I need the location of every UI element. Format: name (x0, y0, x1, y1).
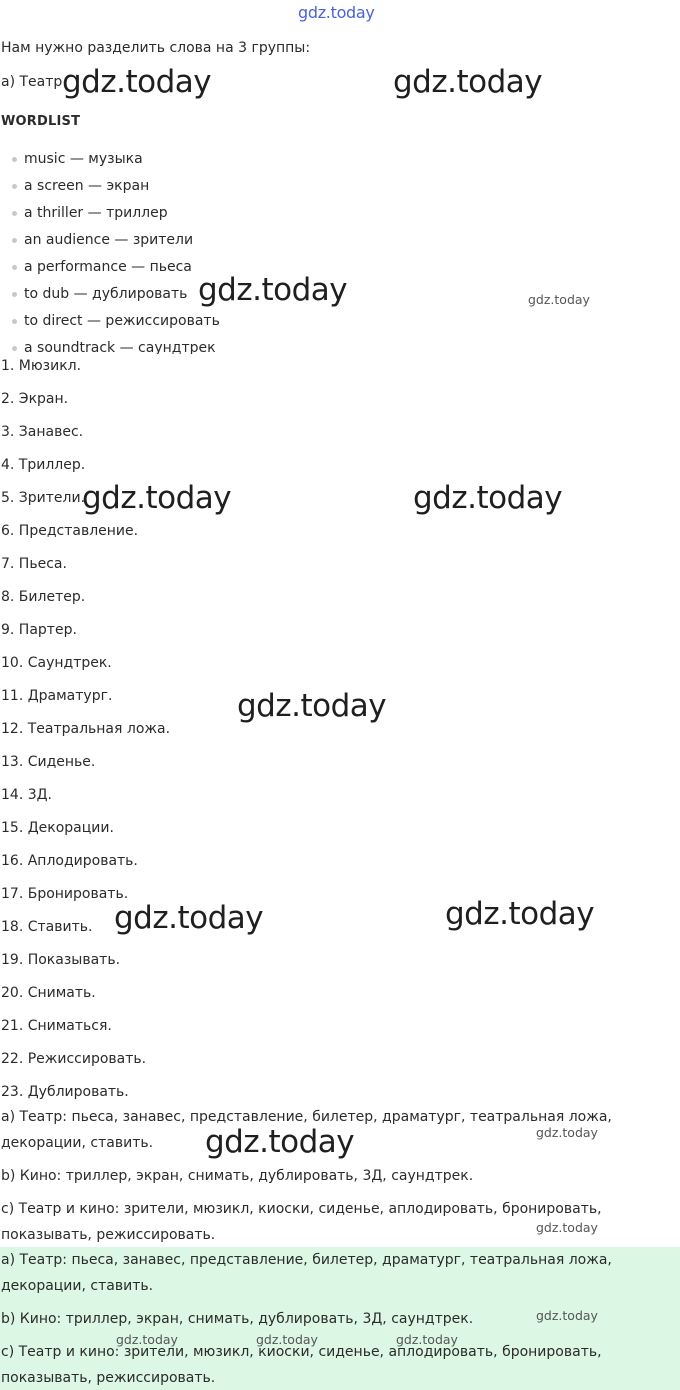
translation-item: 14. 3Д. (1, 787, 53, 803)
watermark: gdz.today (198, 272, 348, 308)
highlight-both-line2: показывать, режиссировать. (1, 1370, 216, 1386)
translation-item: 11. Драматург. (1, 688, 113, 704)
answer-both-line2: показывать, режиссировать. (1, 1227, 216, 1243)
highlight-cinema: b) Кино: триллер, экран, снимать, дублировать, 3Д, саундтрек. (1, 1311, 474, 1327)
wordlist-item-text: an audience — зрители (24, 232, 194, 248)
watermark: gdz.today (528, 292, 590, 307)
translation-item: 18. Ставить. (1, 919, 93, 935)
translation-item: 21. Сниматься. (1, 1018, 112, 1034)
watermark: gdz.today (114, 900, 264, 936)
translation-item: 12. Театральная ложа. (1, 721, 171, 737)
translation-item: 7. Пьеса. (1, 556, 67, 572)
watermark: gdz.today (256, 1332, 318, 1347)
answer-both-line1: c) Театр и кино: зрители, мюзикл, киоски, сиденье, аплодировать, бронировать, (1, 1201, 602, 1217)
translation-item: 5. Зрители. (1, 490, 86, 506)
bullet-icon (12, 238, 17, 243)
bullet-icon (12, 211, 17, 216)
translation-item: 23. Дублировать. (1, 1084, 129, 1100)
translation-item: 17. Бронировать. (1, 886, 129, 902)
bullet-icon (12, 157, 17, 162)
translation-item: 16. Аплодировать. (1, 853, 138, 869)
bullet-icon (12, 292, 17, 297)
highlight-both-line1: c) Театр и кино: зрители, мюзикл, киоски, сиденье, аплодировать, бронировать, (1, 1344, 602, 1360)
answer-cinema: b) Кино: триллер, экран, снимать, дублировать, 3Д, саундтрек. (1, 1168, 474, 1184)
translation-item: 6. Представление. (1, 523, 139, 539)
wordlist-item-text: a performance — пьеса (24, 259, 192, 275)
watermark: gdz.today (536, 1220, 598, 1235)
answer-theatre-line1: а) Театр: пьеса, занавес, представление, билетер, драматург, театральная ложа, (1, 1109, 612, 1125)
group-a-label: а) Театр (1, 74, 63, 90)
translation-item: 22. Режиссировать. (1, 1051, 147, 1067)
translation-item: 19. Показывать. (1, 952, 121, 968)
wordlist-title: WORDLIST (1, 114, 81, 129)
translation-item: 20. Снимать. (1, 985, 96, 1001)
translation-item: 15. Декорации. (1, 820, 114, 836)
bullet-icon (12, 319, 17, 324)
translation-item: 8. Билетер. (1, 589, 86, 605)
watermark-top: gdz.today (298, 3, 375, 22)
wordlist-item-text: a thriller — триллер (24, 205, 168, 221)
bullet-icon (12, 184, 17, 189)
translation-item: 13. Сиденье. (1, 754, 96, 770)
watermark: gdz.today (536, 1308, 598, 1323)
wordlist-item-text: to direct — режиссировать (24, 313, 220, 329)
watermark: gdz.today (82, 480, 232, 516)
translation-item: 2. Экран. (1, 391, 69, 407)
bullet-icon (12, 346, 17, 351)
translation-item: 10. Саундтрек. (1, 655, 112, 671)
translation-item: 9. Партер. (1, 622, 77, 638)
highlight-theatre-line1: а) Театр: пьеса, занавес, представление, билетер, драматург, театральная ложа, (1, 1252, 612, 1268)
highlight-theatre-line2: декорации, ставить. (1, 1278, 154, 1294)
translation-item: 1. Мюзикл. (1, 358, 82, 374)
bullet-icon (12, 265, 17, 270)
watermark: gdz.today (205, 1124, 355, 1160)
watermark: gdz.today (396, 1332, 458, 1347)
watermark: gdz.today (536, 1125, 598, 1140)
watermark: gdz.today (116, 1332, 178, 1347)
wordlist-item-text: music — музыка (24, 151, 143, 167)
translation-item: 4. Триллер. (1, 457, 86, 473)
watermark: gdz.today (393, 64, 543, 100)
watermark: gdz.today (445, 896, 595, 932)
watermark: gdz.today (62, 64, 212, 100)
answer-theatre-line2: декорации, ставить. (1, 1135, 154, 1151)
translation-item: 3. Занавес. (1, 424, 84, 440)
watermark: gdz.today (237, 688, 387, 724)
wordlist-item-text: a screen — экран (24, 178, 150, 194)
wordlist-item-text: to dub — дублировать (24, 286, 188, 302)
watermark: gdz.today (413, 480, 563, 516)
wordlist-item-text: a soundtrack — саундтрек (24, 340, 216, 354)
wordlist (0, 146, 680, 354)
intro-text: Нам нужно разделить слова на 3 группы: (1, 40, 311, 56)
